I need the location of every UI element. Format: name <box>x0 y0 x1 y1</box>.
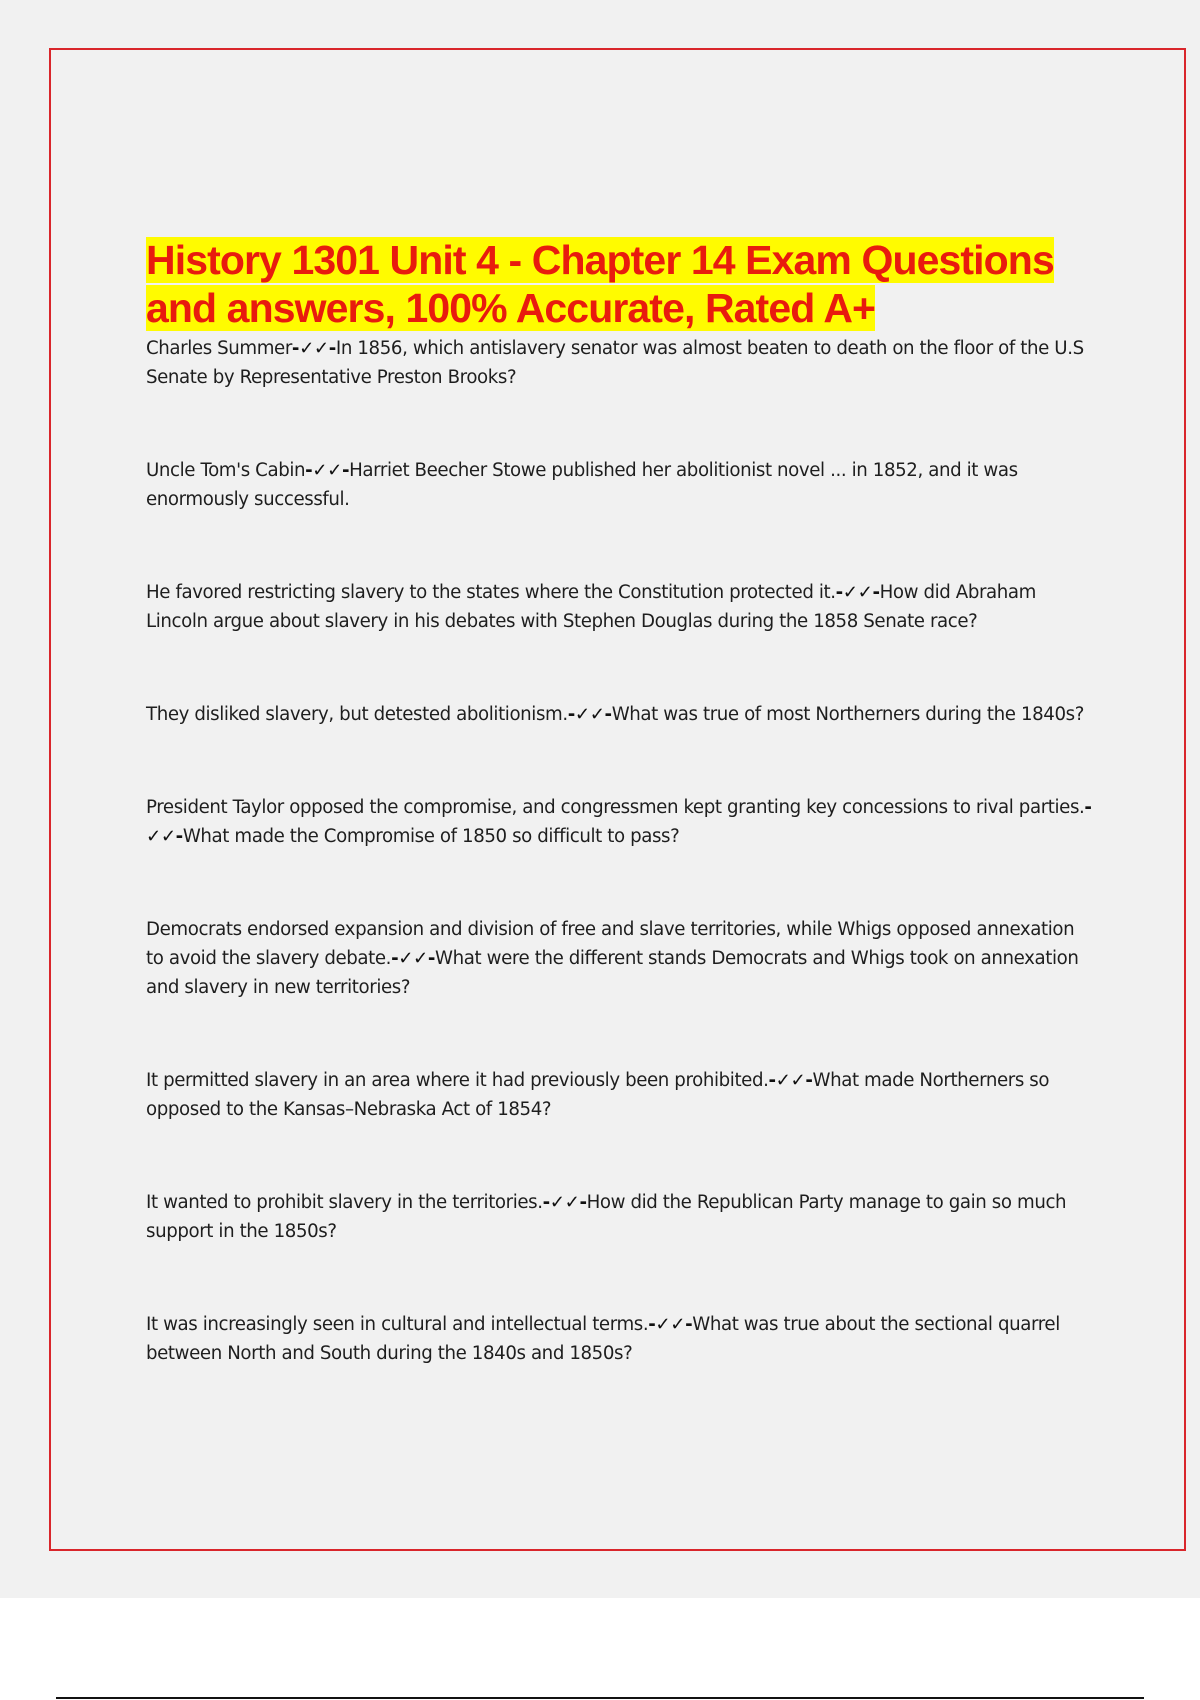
document-title-line-1: History 1301 Unit 4 - Chapter 14 Exam Questions <box>146 237 1054 283</box>
qa-question: How did the Republican Party manage to gain so much support in the 1850s? <box>146 1192 1067 1242</box>
double-check-separator: -✓✓- <box>146 797 1092 847</box>
qa-question: Harriet Beecher Stowe published her abolitionist novel ... in 1852, and it was enormously successful. <box>146 460 1018 510</box>
qa-answer: It wanted to prohibit slavery in the territories. <box>146 1192 543 1213</box>
qa-answer: Uncle Tom's Cabin <box>146 460 306 481</box>
qa-answer: President Taylor opposed the compromise, and congressmen kept granting key concessions to rival parties. <box>146 797 1085 818</box>
double-check-separator: -✓✓- <box>567 704 612 725</box>
qa-question: What were the different stands Democrats and Whigs took on annexation and slavery in new territories? <box>146 948 1079 998</box>
qa-question: How did Abraham Lincoln argue about slavery in his debates with Stephen Douglas during the 1858 Senate race? <box>146 582 1036 632</box>
qa-answer: It was increasingly seen in cultural and intellectual terms. <box>146 1314 649 1335</box>
qa-answer: It permitted slavery in an area where it had previously been prohibited. <box>146 1070 769 1091</box>
document-title <box>146 236 1096 332</box>
double-check-separator: -✓✓- <box>835 582 880 603</box>
qa-question: What made Northerners so opposed to the Kansas–Nebraska Act of 1854? <box>146 1070 1050 1120</box>
double-check-separator: -✓✓- <box>648 1314 693 1335</box>
qa-answer: They disliked slavery, but detested abolitionism. <box>146 704 568 725</box>
qa-item <box>146 1310 1096 1368</box>
double-check-separator: -✓✓- <box>542 1192 587 1213</box>
qa-answer: He favored restricting slavery to the states where the Constitution protected it. <box>146 582 836 603</box>
qa-item <box>146 1066 1096 1124</box>
double-check-separator: -✓✓- <box>291 338 336 359</box>
double-check-separator: -✓✓- <box>305 460 350 481</box>
qa-question: What was true about the sectional quarrel between North and South during the 1840s and 1850s? <box>146 1314 1060 1364</box>
qa-question: What made the Compromise of 1850 so difficult to pass? <box>182 826 680 847</box>
qa-item <box>146 334 1096 392</box>
double-check-separator: -✓✓- <box>768 1070 813 1091</box>
qa-item <box>146 700 1096 729</box>
qa-item <box>146 578 1096 636</box>
document-title-line-2: and answers, 100% Accurate, Rated A+ <box>146 285 876 331</box>
document-content <box>146 236 1096 1368</box>
qa-item <box>146 915 1096 1002</box>
qa-item <box>146 793 1096 851</box>
qa-answer: Democrats endorsed expansion and division of free and slave territories, while Whigs opposed annexation to avoid the slavery debate. <box>146 919 1075 969</box>
qa-item <box>146 1188 1096 1246</box>
qa-answer: Charles Summer <box>146 338 292 359</box>
footer-rule-divider <box>56 1697 1144 1699</box>
qa-question: In 1856, which antislavery senator was almost beaten to death on the floor of the U.S Senate by Representative Preston Brooks? <box>146 338 1084 388</box>
double-check-separator: -✓✓- <box>391 948 436 969</box>
qa-item <box>146 456 1096 514</box>
qa-list <box>146 334 1096 1368</box>
qa-question: What was true of most Northerners during the 1840s? <box>611 704 1084 725</box>
